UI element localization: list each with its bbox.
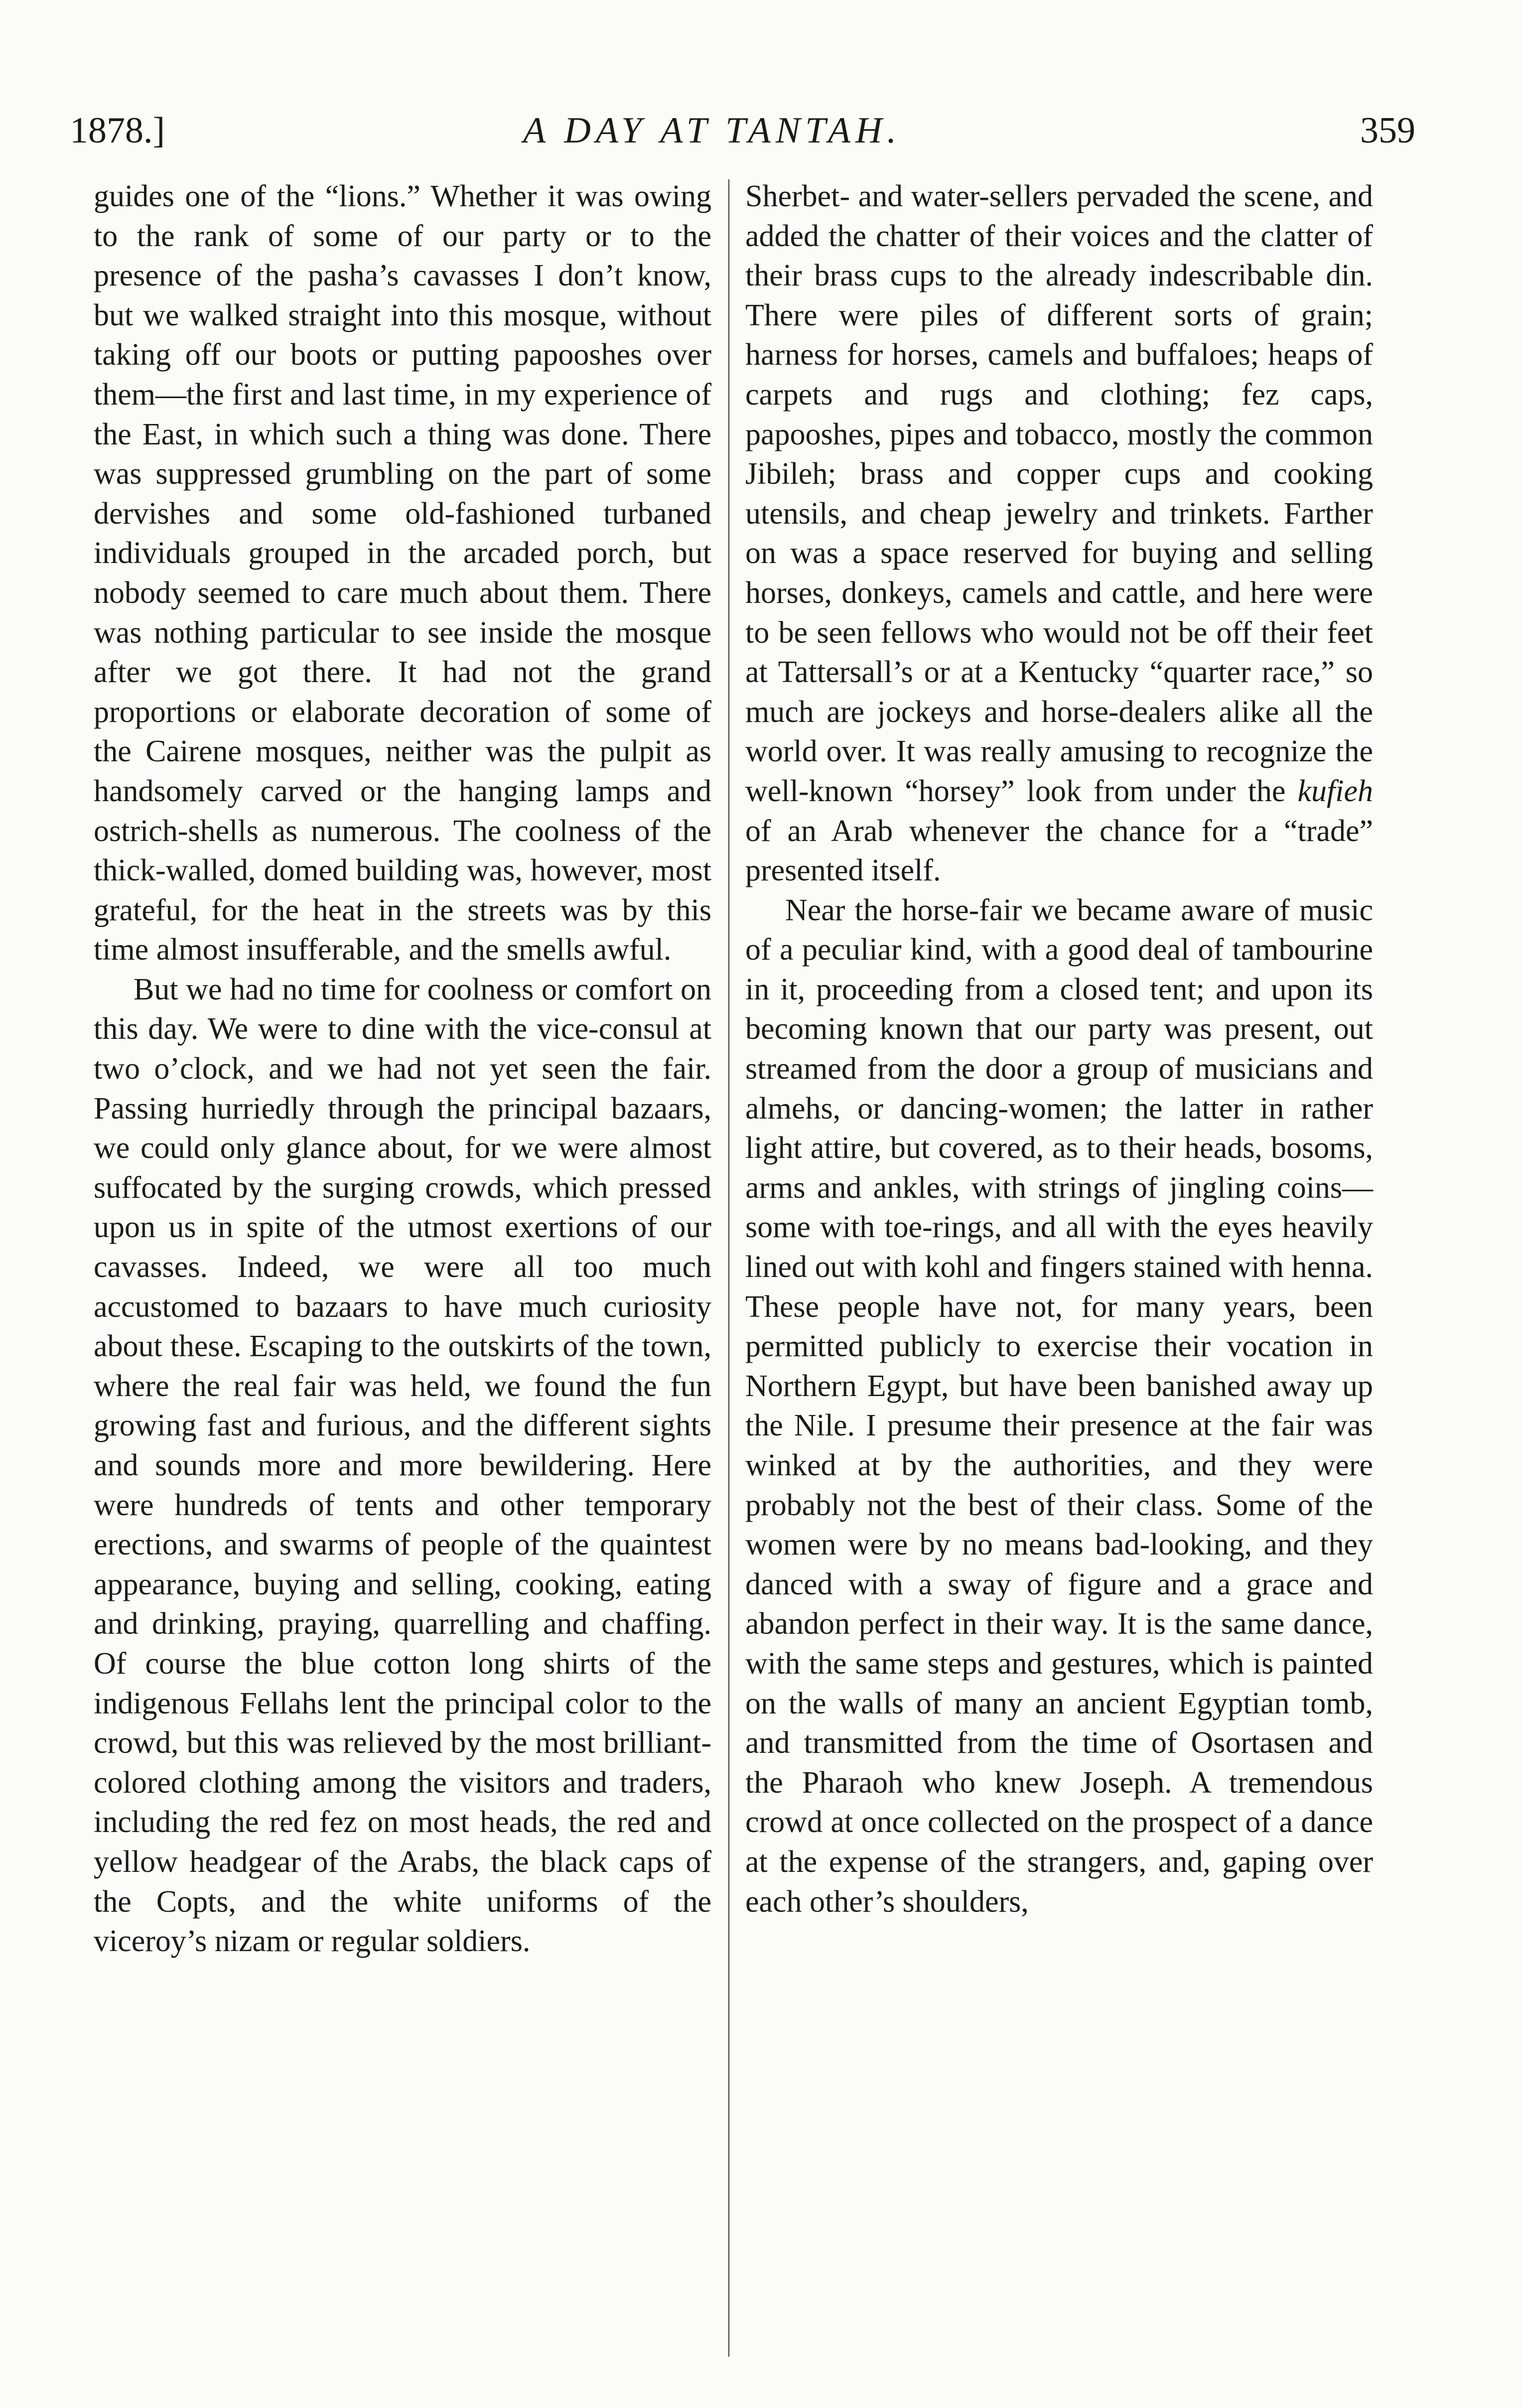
running-header xyxy=(0,0,1521,189)
right-column xyxy=(745,177,1373,1922)
column-divider xyxy=(728,179,729,2357)
left-paragraph-1: guides one of the “lions.” Whether it was owing to the rank of some of our party or to the presence of the pasha’s cavasses I don’t know, but we walked straight into this mosque, without taking off our boots or putting papooshes over them—the first and last time, in my experience of the East, in which such a thing was done. There was suppressed grumbling on the part of some dervishes and some old-fashioned turbaned individuals grouped in the arcaded porch, but nobody seemed to care much about them. There was nothing particular to see inside the mosque after we got there. It had not the grand proportions or elaborate decoration of some of the Cairene mosques, neither was the pulpit as handsomely carved or the hanging lamps and ostrich-shells as numerous. The coolness of the thick-walled, domed building was, however, most grateful, for the heat in the streets was by this time almost insufferable, and the smells awful. xyxy=(94,179,711,967)
right-paragraph-2: Near the horse-fair we became aware of music of a peculiar kind, with a good deal of tambourine in it, proceeding from a closed tent; and upon its becoming known that our party was present, out streamed from the door a group of musicians and almehs, or dancing-women; the latter in rather light attire, but covered, as to their heads, bosoms, arms and ankles, with strings of jingling coins—some with toe-rings, and all with the eyes heavily lined out with kohl and fingers stained with henna. These people have not, for many years, been permitted publicly to exercise their vocation in Northern Egypt, but have been banished away up the Nile. I presume their presence at the fair was winked at by the authorities, and they were probably not the best of their class. Some of the women were by no means bad-looking, and they danced with a sway of figure and a grace and abandon perfect in their way. It is the same dance, with the same steps and gestures, which is painted on the walls of many an ancient Egyptian tomb, and transmitted from the time of Osortasen and the Pharaoh who knew Joseph. A tremendous crowd at once collected on the prospect of a dance at the expense of the strangers, and, gaping over each other’s shoulders, xyxy=(745,893,1373,1919)
kufieh-italic: kufieh xyxy=(1297,774,1373,808)
left-paragraph-2: But we had no time for coolness or comfort on this day. We were to dine with the vice-consul at two o’clock, and we had not yet seen the fair. Passing hurriedly through the principal bazaars, we could only glance about, for we were almost suffocated by the surging crowds, which pressed upon us in spite of the utmost exertions of our cavasses. Indeed, we were all too much accustomed to bazaars to have much curiosity about these. Escaping to the outskirts of the town, where the real fair was held, we found the fun growing fast and furious, and the different sights and sounds more and more bewildering. Here were hundreds of tents and other temporary erections, and swarms of people of the quaintest appearance, buying and selling, cooking, eating and drinking, praying, quarrelling and chaffing. Of course the blue cotton long shirts of the indigenous Fellahs lent the principal color to the crowd, but this was relieved by the most brilliant-colored clothing among the visitors and traders, including the red fez on most heads, the red and yellow headgear of the Arabs, the black caps of the Copts, and the white uniforms of the viceroy’s nizam or regular soldiers. xyxy=(94,972,711,1959)
left-column xyxy=(94,177,711,1962)
header-year: 1878.] xyxy=(70,110,165,151)
page-number: 359 xyxy=(1360,110,1415,151)
right-paragraph-1 xyxy=(745,177,1373,891)
header-title: A DAY AT TANTAH. xyxy=(523,110,902,151)
right-paragraph-1-text-b: of an Arab whenever the chance for a “trade” presented itself. xyxy=(745,814,1373,888)
right-paragraph-1-text-a: Sherbet- and water-sellers pervaded the scene, and added the chatter of their voices and the clatter of their brass cups to the already indescribable din. There were piles of different sorts of grain; harness for horses, camels and buffaloes; heaps of carpets and rugs and clothing; fez caps, papooshes, pipes and tobacco, mostly the common Jibileh; brass and copper cups and cooking utensils, and cheap jewelry and trinkets. Farther on was a space reserved for buying and selling horses, donkeys, camels and cattle, and here were to be seen fellows who would not be off their feet at Tattersall’s or at a Kentucky “quarter race,” so much are jockeys and horse-dealers alike all the world over. It was really amusing to recognize the well-known “horsey” look from under the xyxy=(745,179,1373,808)
